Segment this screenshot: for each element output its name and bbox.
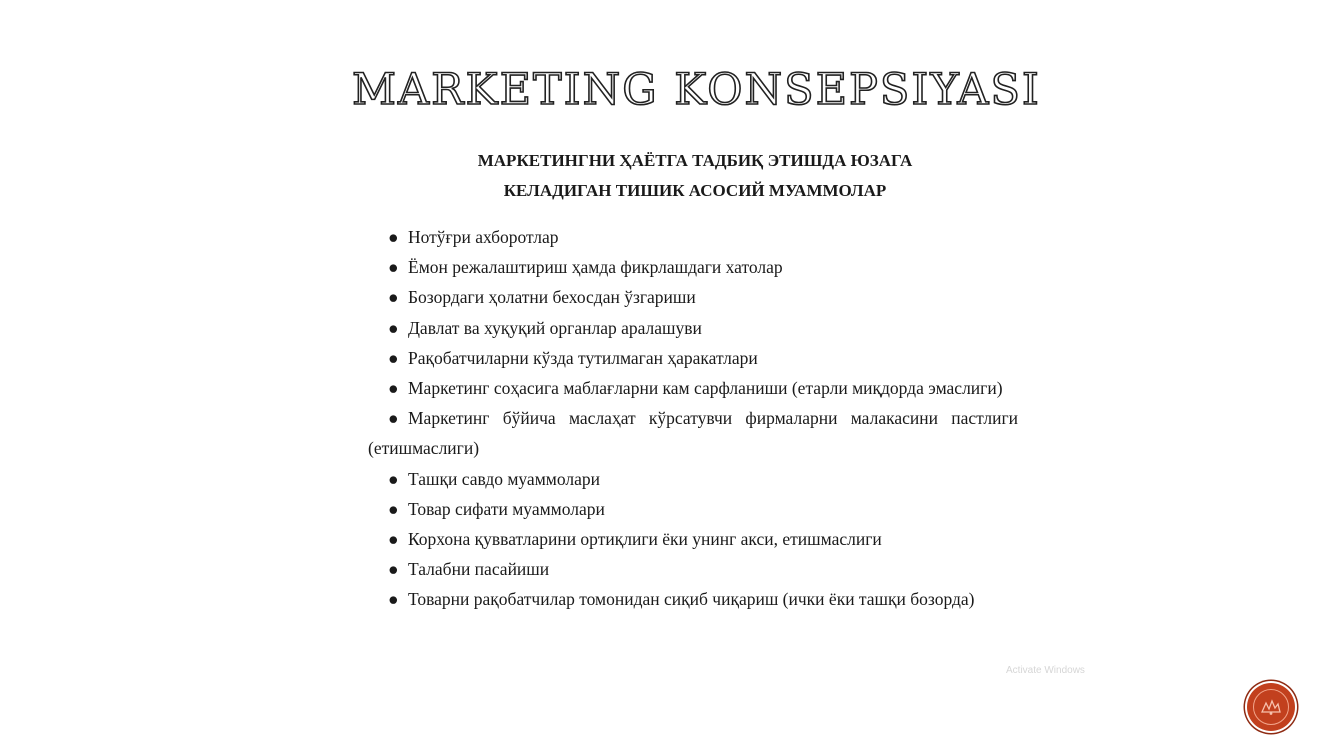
list-item-text: Давлат ва хуқуқий органлар аралашуви [408,317,702,338]
bullet-icon: ● [388,589,399,610]
list-item-text: Талабни пасайиши [408,559,550,580]
bullet-icon: ● [388,287,399,308]
bullet-icon: ● [388,529,399,550]
list-item-text: Корхона қувватларини ортиқлиги ёки унинг акси, етишмаслиги [408,529,882,550]
bullet-icon: ● [388,468,399,489]
list-item [368,252,1018,282]
bullet-icon: ● [388,317,399,338]
list-item-text: Маркетинг бўйича маслаҳат кўрсатувчи фирмаларни малакасини пастлиги (етишмаслиги) [368,408,1018,459]
emblem-inner-ring [1253,689,1289,725]
bullet-icon: ● [388,559,399,580]
bullet-icon: ● [388,408,399,429]
list-item [368,282,1018,312]
bullet-icon: ● [388,347,399,368]
slide-title: MARKETING KONSEPSIYASI [352,65,1041,115]
list-item-text: Товарни рақобатчилар томонидан сиқиб чиқариш (ички ёки ташқи бозорда) [408,589,975,610]
list-item-text: Маркетинг соҳасига маблағларни кам сарфланиши (етарли миқдорда эмаслиги) [408,378,1003,399]
list-item-text: Товар сифати муаммолари [408,498,605,519]
list-item-text: Ёмон режалаштириш ҳамда фикрлашдаги хатолар [408,257,783,278]
problem-list [368,222,1018,615]
bullet-icon: ● [388,378,399,399]
bullet-icon: ● [388,227,399,247]
bullet-icon: ● [388,498,399,519]
subtitle-line-2: КЕЛАДИГАН ТИШИК АСОСИЙ МУАММОЛАР [503,181,887,200]
list-item [368,524,1018,554]
list-item [368,464,1018,494]
list-item [368,313,1018,343]
list-item [368,373,1018,403]
activate-windows-watermark: Activate Windows [1006,665,1085,676]
subtitle-line-1: МАРКЕТИНГНИ ҲАЁТГА ТАДБИҚ ЭТИШДА ЮЗАГА [477,151,913,170]
bullet-icon: ● [388,257,399,278]
list-item [368,554,1018,584]
emblem-mark-icon [1260,698,1282,716]
list-item-text: Нотўғри ахборотлар [408,227,559,247]
list-item [368,403,1018,463]
list-item [368,494,1018,524]
list-item-text: Рақобатчиларни кўзда тутилмаган ҳаракатлари [408,347,758,368]
slide-subtitle [370,146,1020,206]
list-item [368,343,1018,373]
list-item [368,584,1018,614]
list-item-text: Ташқи савдо муаммолари [408,468,600,489]
emblem-icon[interactable] [1247,683,1295,731]
list-item-text: Бозордаги ҳолатни бехосдан ўзгариши [408,287,696,308]
list-item [368,222,1018,252]
